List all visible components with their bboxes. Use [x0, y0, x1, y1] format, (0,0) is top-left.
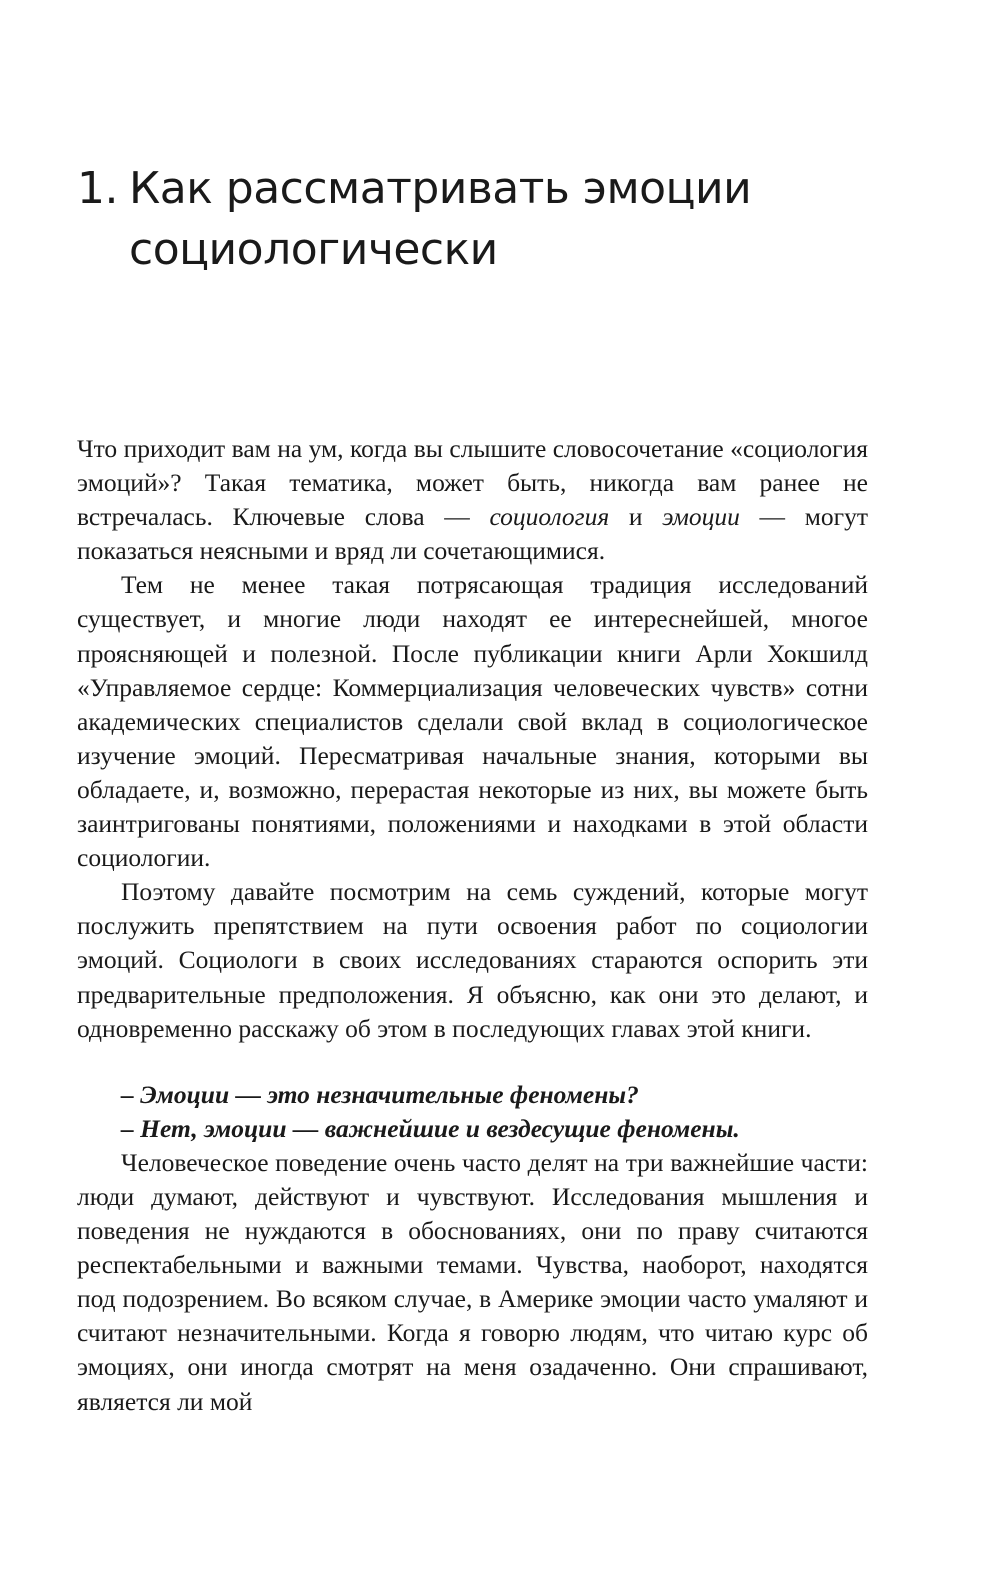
chapter-title-line-2: социологически	[129, 224, 498, 275]
chapter-number: 1.	[77, 163, 118, 214]
paragraph-intro-part-2: и	[609, 502, 663, 532]
paragraph-human-behavior: Человеческое поведение очень часто делят на три важнейшие части: люди думают, действуют и чувствуют. Исследования мышления и поведения не нуждаются в обоснованиях, они по праву считаются респектабельными и важными темами. Чувства, наоборот, находятся под подозрением. Во всяком случае, в Америке эмоции часто умаляют и считают незначительными. Когда я говорю людям, что читаю курс об эмоциях, они иногда смотрят на меня озадаченно. Они спрашивают, является ли мой	[77, 1147, 868, 1416]
body-text	[77, 432, 868, 1419]
paragraph-tradition: Тем не менее такая потрясающая традиция исследований существует, и многие люди находят ее интереснейшей, многое проясняющей и полезной. После публикации книги Арли Хокшилд «Управляемое сердце: Коммерциализация человеческих чувств» сотни академических специалистов сделали свой вклад в социологическое изучение эмоций. Пересматривая начальные знания, которыми вы обладаете, и, возможно, перерастая некоторые из них, вы можете быть заинтригованы понятиями, положениями и находками в этой области социологии.	[77, 570, 868, 873]
question-line: – Эмоции — это незначительные феномены?	[121, 1079, 639, 1109]
answer-line: – Нет, эмоции — важнейшие и вездесущие феномены.	[121, 1113, 740, 1143]
paragraph-intro-part-1: Что приходит вам на ум, когда вы слышите словосочетание «социология эмоций»? Такая тематика, может быть, никогда вам ранее не встречалась. Ключевые слова —	[77, 434, 868, 532]
chapter-heading	[77, 158, 937, 280]
paragraph-intro	[77, 432, 868, 568]
paragraph-seven-judgments: Поэтому давайте посмотрим на семь суждений, которые могут послужить препятствием на пути освоения работ по социологии эмоций. Социологи в своих исследованиях стараются оспорить эти предварительные предположения. Я объясню, как они это делают, и одновременно расскажу об этом в последующих главах этой книги.	[77, 877, 868, 1043]
paragraph-intro-part-3: — могут показаться неясными и вряд ли сочетающимися.	[77, 502, 869, 566]
question-answer-block	[77, 1078, 868, 1146]
keyword-sociology: социология	[489, 502, 610, 532]
chapter-title-line-1: Как рассматривать эмоции	[129, 163, 752, 214]
keyword-emotions: эмоции	[662, 502, 740, 532]
